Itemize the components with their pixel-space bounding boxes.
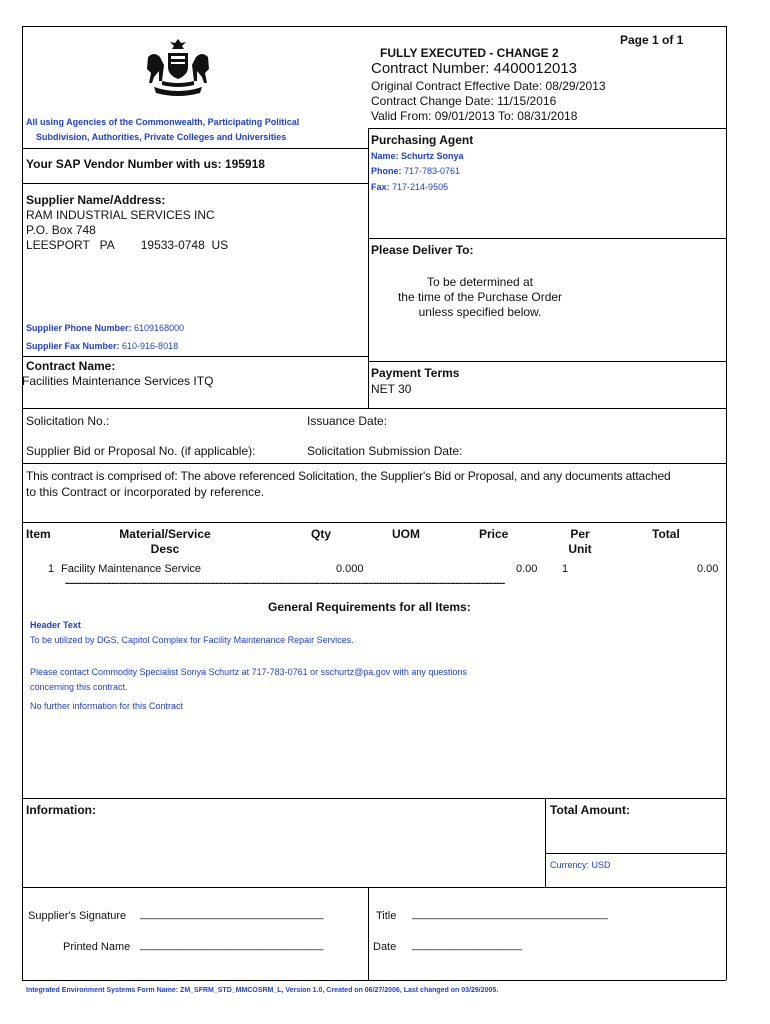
col-qty: Qty <box>311 527 332 541</box>
contract-top-line <box>22 356 368 357</box>
col-price: Price <box>479 527 509 541</box>
date-label: Date <box>373 941 397 953</box>
supplier-fax-label: Supplier Fax Number: <box>26 341 120 351</box>
submission-date-label: Solicitation Submission Date: <box>307 444 463 458</box>
title-label: Title <box>376 910 397 922</box>
col-uom: UOM <box>392 527 420 541</box>
supplier-name: RAM INDUSTRIAL SERVICES INC <box>26 208 215 222</box>
general-requirements-heading: General Requirements for all Items: <box>268 600 471 614</box>
agent-phone-label: Phone: <box>371 166 402 176</box>
agent-name-value: Schurtz Sonya <box>401 151 464 161</box>
col-desc-1: Material/Service <box>119 527 211 541</box>
effective-date: Original Contract Effective Date: 08/29/2013 <box>371 79 606 93</box>
general-line-4: No further information for this Contract <box>30 701 184 711</box>
currency-top-line <box>545 853 726 854</box>
supplier-signature-label: Supplier's Signature <box>28 910 127 922</box>
payment-terms-heading: Payment Terms <box>371 366 460 380</box>
currency-label: Currency: USD <box>550 860 611 870</box>
agencies-line-2: Subdivision, Authorities, Private Colleges and Universities <box>36 132 287 142</box>
comprised-top-line <box>22 463 726 464</box>
items-top-line <box>22 522 726 523</box>
col-per-2: Unit <box>568 542 592 556</box>
solicitation-top-line <box>22 408 726 409</box>
total-amount-heading: Total Amount: <box>550 803 630 817</box>
frame-top <box>22 26 726 27</box>
frame-left <box>22 26 23 980</box>
signature-top-line <box>22 887 726 888</box>
middle-divider <box>368 128 369 408</box>
signature-divider <box>368 887 369 980</box>
deliver-line-1: To be determined at <box>426 275 534 289</box>
date-blank: __________________ <box>412 939 523 951</box>
printed-name-blank: ______________________________ <box>140 939 324 951</box>
supplier-phone-value: 6109168000 <box>134 323 185 333</box>
deliver-line-3: unless specified below. <box>418 305 542 319</box>
supplier-top-line <box>22 183 368 184</box>
pennsylvania-coat-of-arms-icon <box>140 37 216 99</box>
change-date: Contract Change Date: 11/15/2016 <box>371 94 557 108</box>
deliver-top-line <box>368 238 726 239</box>
col-desc-2: Desc <box>150 542 180 556</box>
col-total: Total <box>652 527 680 541</box>
supplier-fax <box>26 341 178 351</box>
solicitation-number-label: Solicitation No.: <box>26 414 110 428</box>
row-qty: 0.000 <box>336 563 364 575</box>
col-desc <box>110 527 220 557</box>
bid-proposal-label: Supplier Bid or Proposal No. (if applicable): <box>26 444 256 458</box>
form-footer: Integrated Environment Systems Form Name: ZM_SFRM_STD_MMCOSRM_L, Version 1.0, Created on 06/27/2006, Last changed on 03/29/2005. <box>26 987 499 994</box>
supplier-phone-label: Supplier Phone Number: <box>26 323 132 333</box>
item-separator: ----------------------------------------------------------------------------------------------------------------------------------------------------------------- <box>65 578 505 589</box>
supplier-heading: Supplier Name/Address: <box>26 193 166 207</box>
agent-fax-label: Fax: <box>371 182 390 192</box>
agent-phone-value: 717-783-0761 <box>404 166 461 176</box>
row-price: 0.00 <box>516 563 538 575</box>
comprised-line-2: to this Contract or incorporated by reference. <box>26 485 265 499</box>
agent-fax <box>371 182 448 192</box>
page-label: Page 1 of 1 <box>620 33 684 47</box>
title-blank: ________________________________ <box>412 908 608 920</box>
row-item: 1 <box>48 563 55 575</box>
agent-phone <box>371 166 460 176</box>
printed-name-label: Printed Name <box>63 941 131 953</box>
supplier-signature-blank: ______________________________ <box>140 908 324 920</box>
contract-name: Facilities Maintenance Services ITQ <box>22 374 214 388</box>
col-item: Item <box>26 527 51 541</box>
supplier-po-box: P.O. Box 748 <box>26 223 96 237</box>
agent-fax-value: 717-214-9505 <box>392 182 449 192</box>
agencies-line-1: All using Agencies of the Commonwealth, Participating Political <box>26 117 300 127</box>
general-line-3: concerning this contract. <box>30 682 128 692</box>
deliver-heading: Please Deliver To: <box>371 243 474 257</box>
deliver-text <box>371 275 589 320</box>
table-row <box>0 563 770 577</box>
sap-vendor-number: Your SAP Vendor Number with us: 195918 <box>26 157 265 171</box>
purchasing-agent-heading: Purchasing Agent <box>371 133 474 147</box>
col-per-1: Per <box>570 527 590 541</box>
deliver-line-2: the time of the Purchase Order <box>397 290 563 304</box>
supplier-fax-value: 610-916-8018 <box>122 341 179 351</box>
supplier-phone <box>26 323 184 333</box>
contract-name-heading: Contract Name: <box>26 359 116 373</box>
contract-status: FULLY EXECUTED - CHANGE 2 <box>380 46 559 60</box>
information-top-line <box>22 798 726 799</box>
header-text-label: Header Text <box>30 620 81 630</box>
vendor-top-line <box>22 148 368 149</box>
issuance-date-label: Issuance Date: <box>307 414 388 428</box>
agent-name-label: Name: <box>371 151 399 161</box>
row-desc: Facility Maintenance Service <box>61 563 202 575</box>
frame-bottom <box>22 980 726 981</box>
general-line-2: Please contact Commodity Specialist Sonya Schurtz at 717-783-0761 or sschurtz@pa.gov with any questions <box>30 667 467 677</box>
totals-divider <box>545 798 546 887</box>
valid-range: Valid From: 09/01/2013 To: 08/31/2018 <box>371 109 578 123</box>
information-heading: Information: <box>26 803 96 817</box>
agent-name <box>371 151 464 161</box>
col-per-unit <box>560 527 600 557</box>
row-total: 0.00 <box>697 563 719 575</box>
general-line-1: To be utilized by DGS, Capitol Complex for Facility Maintenance Repair Services. <box>30 635 354 645</box>
row-per-unit: 1 <box>562 563 569 575</box>
payment-top-line <box>368 361 726 362</box>
agent-top-line <box>368 128 726 129</box>
payment-terms-value: NET 30 <box>371 382 412 396</box>
supplier-city-line: LEESPORT PA 19533-0748 US <box>26 238 229 252</box>
frame-right <box>726 26 727 980</box>
contract-number: Contract Number: 4400012013 <box>371 60 577 77</box>
comprised-line-1: This contract is comprised of: The above referenced Solicitation, the Supplier's Bid or Proposal, and any documents attached <box>26 469 671 483</box>
